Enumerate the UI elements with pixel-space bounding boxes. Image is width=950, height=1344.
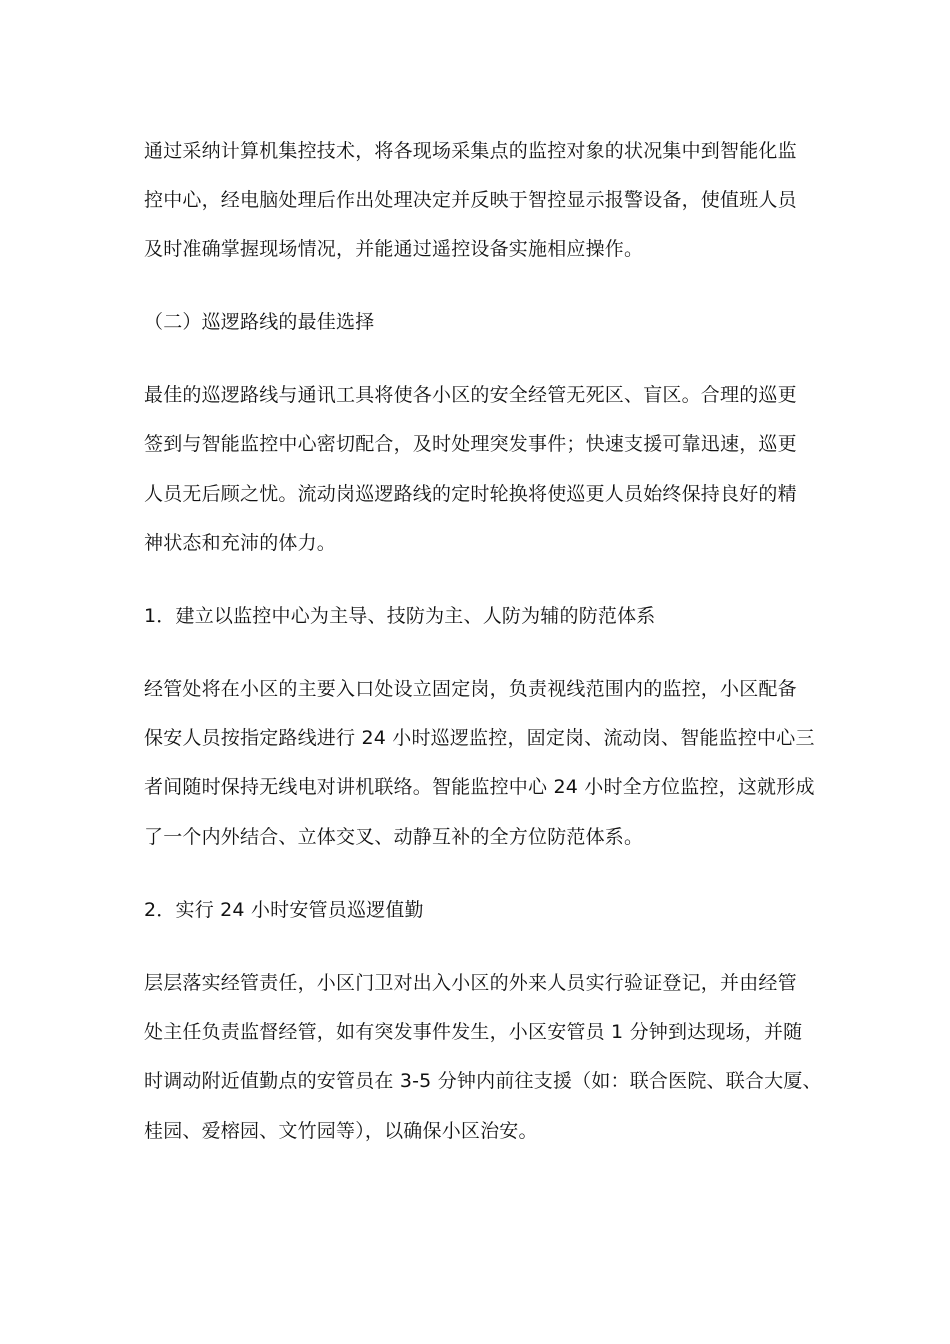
paragraph-line: 保安人员按指定路线进行 24 小时巡逻监控，固定岗、流动岗、智能监控中心三	[144, 727, 815, 749]
paragraph-line: 经管处将在小区的主要入口处设立固定岗，负责视线范围内的监控，小区配备	[144, 678, 797, 700]
paragraph-line: 神状态和充沛的体力。	[144, 532, 337, 554]
paragraph-line: 时调动附近值勤点的安管员在 3-5 分钟内前往支援（如：联合医院、联合大厦、	[144, 1070, 822, 1092]
paragraph-line: 处主任负责监督经管，如有突发事件发生，小区安管员 1 分钟到达现场，并随	[144, 1021, 803, 1043]
paragraph-line: 通过采纳计算机集控技术，将各现场采集点的监控对象的状况集中到智能化监	[144, 140, 797, 162]
section-heading: 1．建立以监控中心为主导、技防为主、人防为辅的防范体系	[144, 605, 656, 627]
paragraph-line: 了一个内外结合、立体交叉、动静互补的全方位防范体系。	[144, 826, 644, 848]
paragraph-line: 桂园、爱榕园、文竹园等），以确保小区治安。	[144, 1120, 538, 1142]
paragraph-line: 及时准确掌握现场情况，并能通过遥控设备实施相应操作。	[144, 238, 644, 260]
section-heading: 2．实行 24 小时安管员巡逻值勤	[144, 899, 424, 921]
paragraph-line: 层层落实经管责任，小区门卫对出入小区的外来人员实行验证登记，并由经管	[144, 972, 797, 994]
paragraph-line: 者间随时保持无线电对讲机联络。智能监控中心 24 小时全方位监控，这就形成	[144, 776, 815, 798]
paragraph-line: 人员无后顾之忧。流动岗巡逻路线的定时轮换将使巡更人员始终保持良好的精	[144, 483, 797, 505]
paragraph-line: 控中心，经电脑处理后作出处理决定并反映于智控显示报警设备，使值班人员	[144, 189, 797, 211]
paragraph-line: 签到与智能监控中心密切配合，及时处理突发事件；快速支援可靠迅速，巡更	[144, 433, 797, 455]
section-heading: （二）巡逻路线的最佳选择	[144, 311, 375, 333]
paragraph-line: 最佳的巡逻路线与通讯工具将使各小区的安全经管无死区、盲区。合理的巡更	[144, 384, 797, 406]
